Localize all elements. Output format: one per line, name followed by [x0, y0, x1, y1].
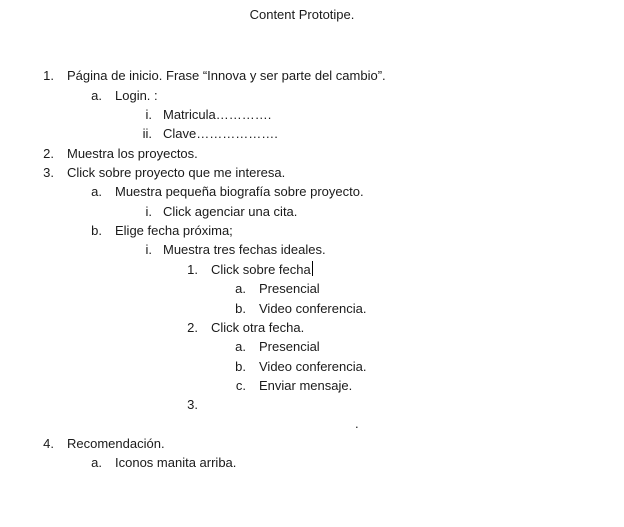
- list-text: Video conferencia.: [259, 301, 367, 316]
- list-number: 1.: [187, 262, 198, 277]
- list-text: Click agenciar una cita.: [163, 204, 298, 219]
- list-number: 1.: [43, 68, 54, 83]
- list-text: Presencial: [259, 339, 320, 354]
- list-number: i.: [145, 204, 152, 219]
- list-text: Iconos manita arriba.: [115, 455, 237, 470]
- list-number: a.: [91, 184, 102, 199]
- list-text: Presencial: [259, 281, 320, 296]
- list-number: a.: [91, 455, 102, 470]
- list-number: 3.: [187, 397, 198, 412]
- list-number: 2.: [187, 320, 198, 335]
- list-text: Clave……………….: [163, 126, 278, 141]
- list-number: 4.: [43, 436, 54, 451]
- list-text: Matricula………….: [163, 107, 272, 122]
- list-text-with-caret[interactable]: [211, 260, 313, 279]
- list-text: Click otra fecha.: [211, 320, 305, 335]
- list-text: Elige fecha próxima;: [115, 223, 233, 238]
- list-number: ii.: [142, 126, 152, 141]
- list-number: i.: [145, 107, 152, 122]
- stray-period: .: [355, 416, 359, 431]
- text-caret: [312, 261, 313, 276]
- list-number: b.: [91, 223, 102, 238]
- list-text: Click sobre proyecto que me interesa.: [67, 165, 286, 180]
- list-text: Login. :: [115, 88, 158, 103]
- list-text: Muestra tres fechas ideales.: [163, 242, 326, 257]
- list-text: Enviar mensaje.: [259, 378, 353, 393]
- list-number: b.: [235, 301, 246, 316]
- list-text: Video conferencia.: [259, 359, 367, 374]
- document-title: Content Prototipe.: [249, 7, 355, 22]
- list-number: a.: [235, 281, 246, 296]
- list-number: i.: [145, 242, 152, 257]
- list-number: c.: [235, 378, 246, 393]
- list-text: Muestra pequeña biografía sobre proyecto.: [115, 184, 364, 199]
- list-number: b.: [235, 359, 246, 374]
- list-text: Recomendación.: [67, 436, 165, 451]
- list-text: Página de inicio. Frase “Innova y ser parte del cambio”.: [67, 68, 386, 83]
- list-text: Muestra los proyectos.: [67, 146, 198, 161]
- list-number: 2.: [43, 146, 54, 161]
- list-number: a.: [91, 88, 102, 103]
- list-number: a.: [235, 339, 246, 354]
- list-number: 3.: [43, 165, 54, 180]
- list-text: Click sobre fecha: [211, 262, 311, 277]
